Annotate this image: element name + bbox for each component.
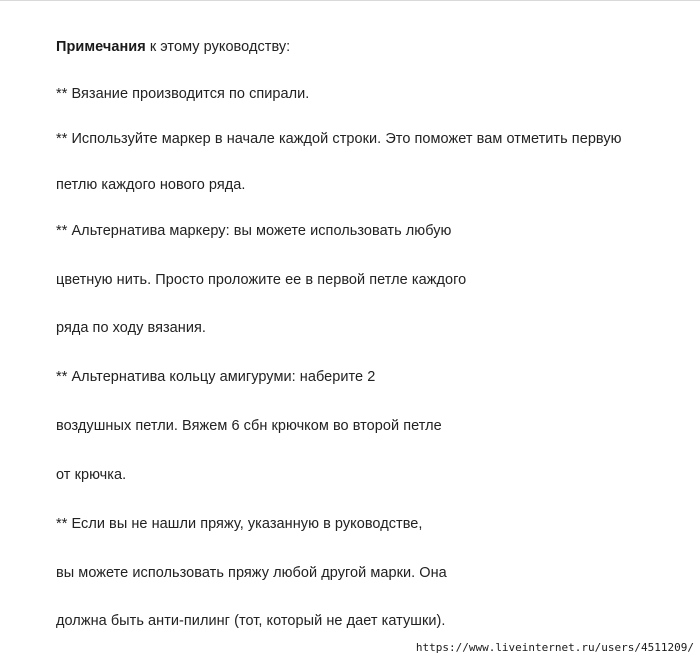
- notes-line: цветную нить. Просто проложите ее в первой петле каждого: [56, 272, 467, 288]
- notes-line: от крючка.: [56, 467, 127, 483]
- notes-line: воздушных петли. Вяжем 6 сбн крючком во второй петле: [56, 418, 442, 434]
- notes-line: вы можете использовать пряжу любой другой марки. Она: [56, 565, 447, 581]
- top-divider: [0, 0, 700, 1]
- notes-line: ** Если вы не нашли пряжу, указанную в руководстве,: [56, 516, 423, 532]
- source-watermark-url: https://www.liveinternet.ru/users/4511209/: [415, 641, 694, 654]
- notes-line: ** Вязание производится по спирали.: [56, 86, 310, 102]
- notes-line: должна быть анти-пилинг (тот, который не дает катушки).: [56, 613, 446, 629]
- notes-line: ** Альтернатива кольцу амигуруми: наберите 2: [56, 369, 376, 385]
- notes-line: ** Используйте маркер в начале каждой строки. Это поможет вам отметить первую: [56, 131, 622, 147]
- notes-line: ** Альтернатива маркеру: вы можете использовать любую: [56, 223, 452, 239]
- notes-heading-rest: к этому руководству:: [145, 39, 291, 55]
- notes-heading-bold: Примечания: [56, 39, 146, 55]
- notes-line: ряда по ходу вязания.: [56, 320, 206, 336]
- notes-line: петлю каждого нового ряда.: [56, 177, 246, 193]
- notes-heading: [56, 38, 290, 56]
